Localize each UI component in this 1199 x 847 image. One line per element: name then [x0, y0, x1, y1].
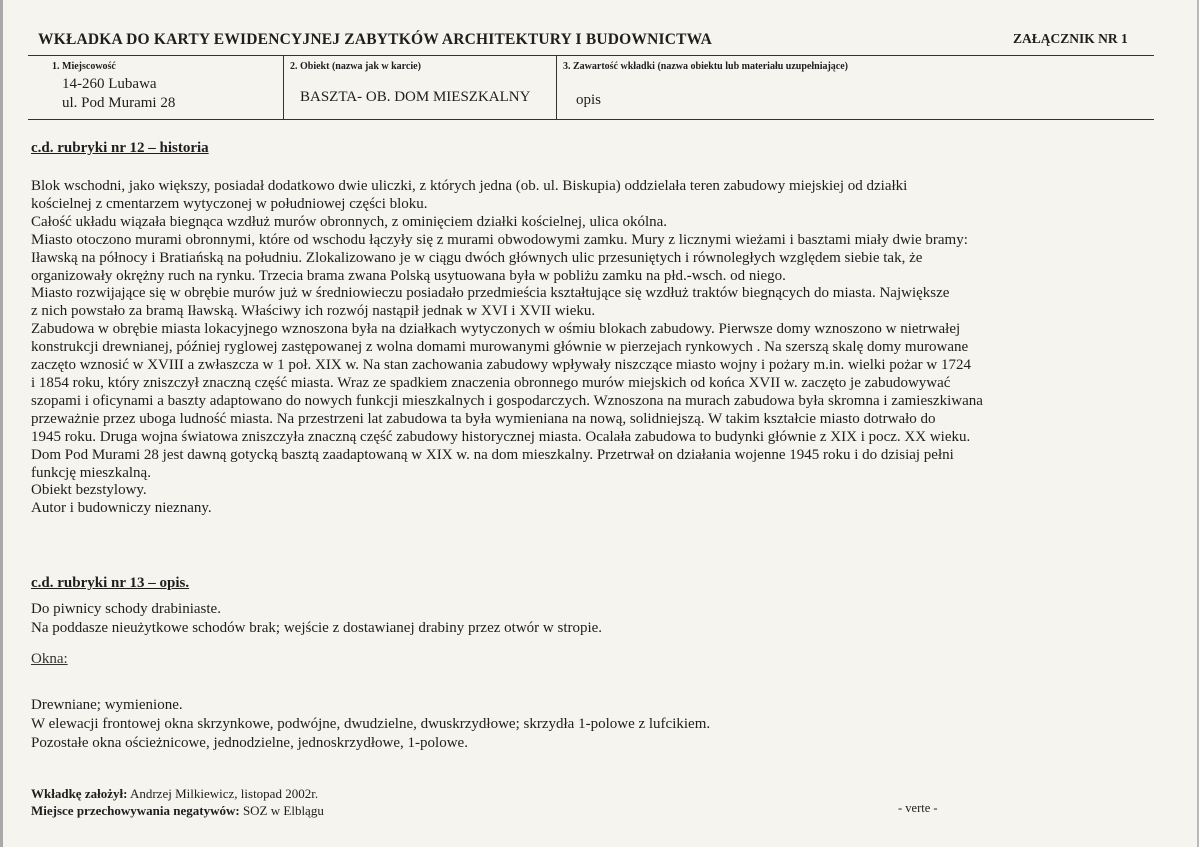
- scan-edge-left: [0, 0, 3, 847]
- verte-note: - verte -: [898, 801, 938, 815]
- history-line: z nich powstało za bramą Iławską. Właściwy ich rozwój nastąpił jednak w XVI i XVII wieku.: [31, 303, 596, 320]
- location-label: 1. Miejscowość: [52, 61, 116, 72]
- location-line-1: 14-260 Lubawa: [62, 76, 157, 92]
- history-line: Obiekt bezstylowy.: [31, 482, 147, 499]
- windows-line: W elewacji frontowej okna skrzynkowe, podwójne, dwudzielne, dwuskrzydłowe; skrzydła 1-polowe z lufcikiem.: [31, 716, 711, 732]
- history-line: Autor i budowniczy nieznany.: [31, 500, 212, 517]
- history-heading: c.d. rubryki nr 12 – historia: [31, 140, 209, 156]
- field-divider-1: [283, 55, 284, 119]
- history-line: organizowały okrężny ruch na rynku. Trzecia brama zwana Polską usytuowana była w pobliżu zamku na płd.-wsch. od niego.: [31, 267, 786, 284]
- description-text: [31, 600, 1141, 638]
- history-line: funkcję mieszkalną.: [31, 464, 151, 481]
- history-line: Dom Pod Murami 28 jest dawną gotycką basztą zaadaptowaną w XIX w. na dom mieszkalny. Przetrwał on działania wojenne 1945 roku i do dzisiaj pełni: [31, 446, 954, 463]
- history-line: i 1854 roku, który zniszczył znaczną część miasta. Wraz ze spadkiem znaczenia obronnego murów miejskich od końca XVII w. zaczęto je zabudowywać: [31, 374, 951, 391]
- history-line: Miasto rozwijające się w obrębie murów już w średniowieczu posiadało przedmieścia kształtujące się wzdłuż traktów biegnących do miasta. Największe: [31, 285, 950, 302]
- description-line: Do piwnicy schody drabiniaste.: [31, 601, 221, 617]
- history-line: Zabudowa w obrębie miasta lokacyjnego wznoszona była na działkach wytyczonych w ośmiu blokach zabudowy. Pierwsze domy wznoszono w nietrwałej: [31, 321, 961, 338]
- history-line: przeważnie przez uboga ludność miasta. Na przestrzeni lat zabudowa ta była wymieniana na nową, solidniejszą. W takim kształcie miasto dotrwało do: [31, 410, 936, 427]
- storage-line: [31, 803, 324, 819]
- history-line: zaczęto wznosić w XVIII a zwłaszcza w 1 poł. XIX w. Na stan zachowania zabudowy wpływały niszczące miasto wojny i pożary m.in. wielki pożar w 1724: [31, 357, 971, 374]
- location-line-2: ul. Pod Murami 28: [62, 95, 176, 111]
- header-rule: [28, 55, 1154, 56]
- storage-label: Miejsce przechowywania negatywów:: [31, 803, 240, 818]
- history-line: Miasto otoczono murami obronnymi, które od wschodu łączyły się z murami obwodowymi zamku. Mury z licznymi wieżami i basztami miały dwie bramy:: [31, 231, 968, 248]
- history-text: [31, 178, 1141, 518]
- history-line: szopami i oficynami a baszty adaptowano do nowych funkcji mieszkalnych i gospodarczych. Wznoszona na murach zabudowa była skromna i zamieszkiwana: [31, 392, 983, 409]
- document-title: WKŁADKA DO KARTY EWIDENCYJNEJ ZABYTKÓW ARCHITEKTURY I BUDOWNICTWA: [38, 31, 713, 48]
- history-line: 1945 roku. Druga wojna światowa zniszczyła znaczną część zabudowy historycznej miasta. Ocalała zabudowa to budynki głównie z XIX i pocz. XX wieku.: [31, 428, 971, 445]
- windows-line: Pozostałe okna ościeżnicowe, jednodzielne, jednoskrzydłowe, 1-polowe.: [31, 735, 468, 751]
- object-value: BASZTA- OB. DOM MIESZKALNY: [300, 89, 531, 105]
- author-value: Andrzej Milkiewicz, listopad 2002r.: [129, 786, 319, 801]
- description-heading: c.d. rubryki nr 13 – opis.: [31, 575, 190, 591]
- author-line: [31, 786, 318, 802]
- object-label: 2. Obiekt (nazwa jak w karcie): [290, 61, 421, 72]
- history-line: Iławską na północy i Bratiańską na południu. Zlokalizowano je w ciągu dwóch głównych ulic przesuniętych i równoległych względem siebie tak, że: [31, 249, 923, 266]
- content-label: 3. Zawartość wkładki (nazwa obiektu lub materiału uzupełniające): [563, 61, 849, 72]
- author-label: Wkładkę założył:: [31, 786, 128, 801]
- windows-heading: Okna:: [31, 651, 68, 667]
- field-divider-2: [556, 55, 557, 119]
- history-line: Całość układu wiązała biegnąca wzdłuż murów obronnych, z ominięciem działki kościelnej, ulica okólna.: [31, 213, 668, 230]
- content-value: opis: [576, 92, 602, 108]
- annex-number: ZAŁĄCZNIK NR 1: [1013, 31, 1128, 46]
- history-line: konstrukcji drewnianej, później ryglowej zastępowanej z wolna domami murowanymi głównie w pierzejach rynkowych . Na szerszą skalę domy murowane: [31, 339, 969, 356]
- storage-value: SOZ w Elblągu: [242, 803, 324, 818]
- history-line: kościelnej z cmentarzem wytyczonej w południowej części bloku.: [31, 195, 428, 212]
- history-line: Blok wschodni, jako większy, posiadał dodatkowo dwie uliczki, z których jedna (ob. ul. Biskupia) oddzielała teren zabudowy miejskiej od działki: [31, 178, 908, 194]
- windows-line: Drewniane; wymienione.: [31, 697, 183, 713]
- windows-text: [31, 696, 1141, 753]
- fields-bottom-rule: [28, 119, 1154, 120]
- description-line: Na poddasze nieużytkowe schodów brak; wejście z dostawianej drabiny przez otwór w stropie.: [31, 620, 603, 636]
